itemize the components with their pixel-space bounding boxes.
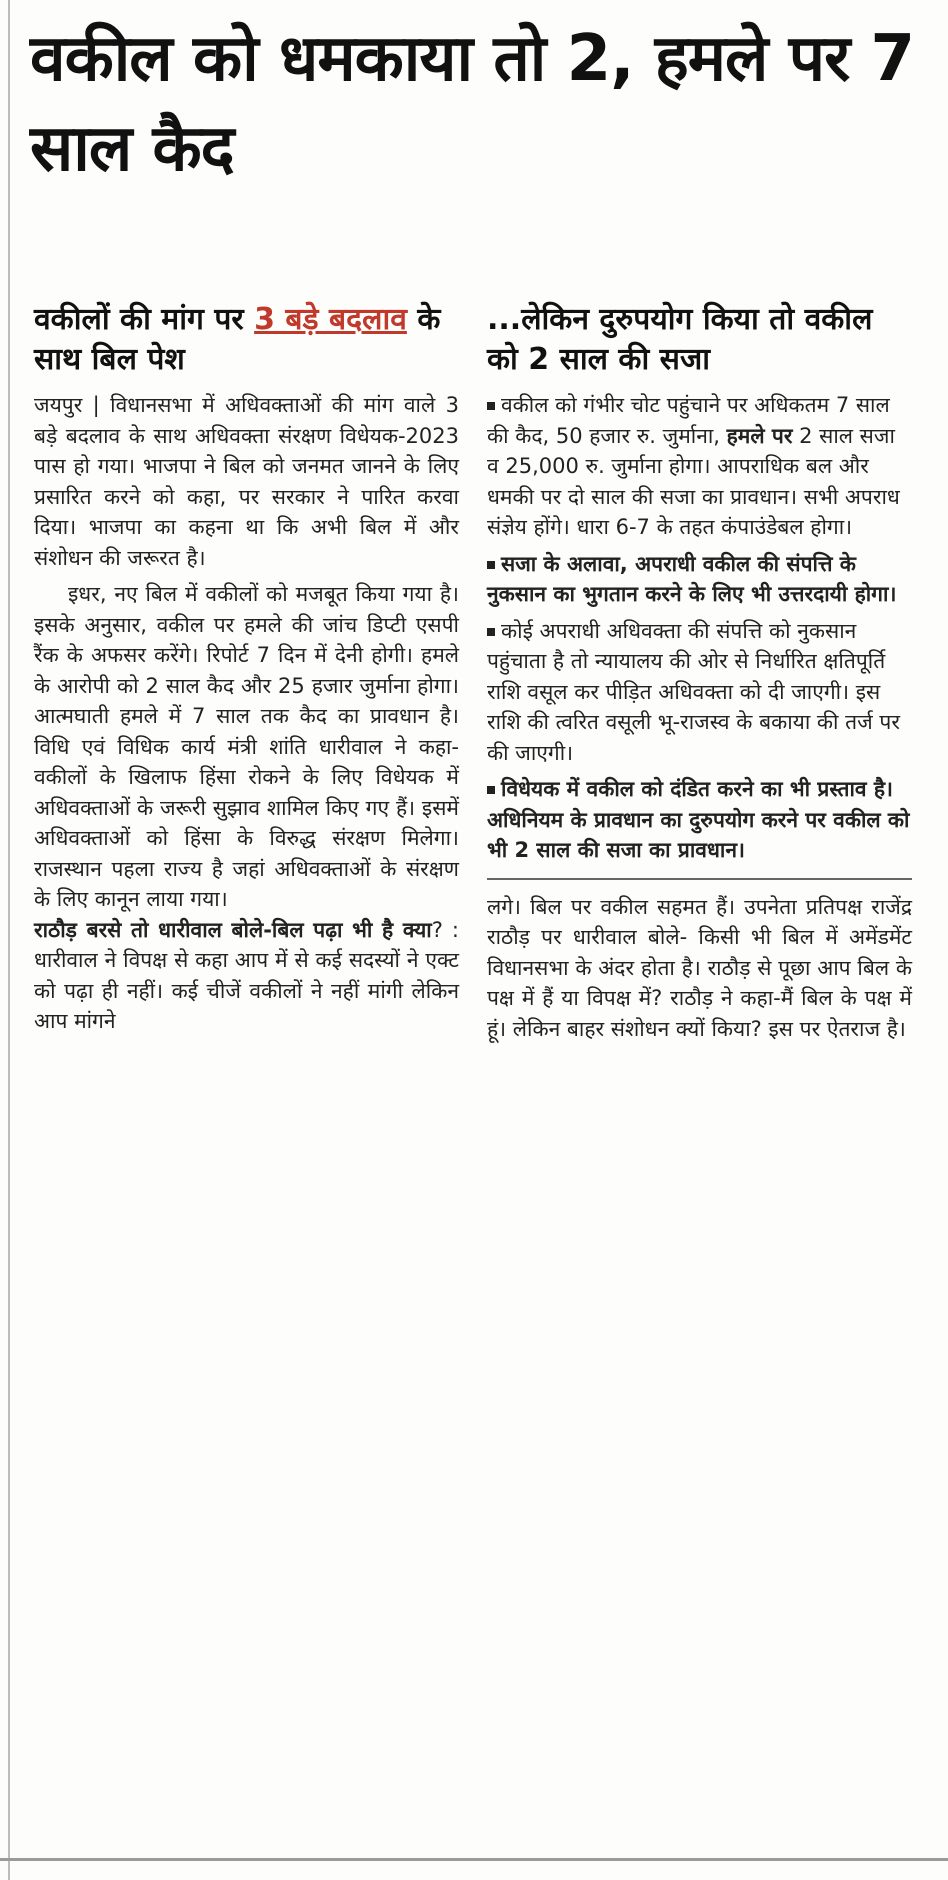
left-paragraph-1: जयपुर | विधानसभा में अधिवक्ताओं की मांग वाले 3 बड़े बदलाव के साथ अधिवक्ता संरक्षण विधेयक-2023 पास हो गया। भाजपा ने बिल को जनमत जानने के लिए प्रसारित करने को कहा, पर सरकार ने पारित करवा दिया। भाजपा का कहना था कि अभी बिल में और संशोधन की जरूरत है।: [34, 393, 459, 570]
bullet-2-text: सजा के अलावा, अपराधी वकील की संपत्ति के नुकसान का भुगतान करने के लिए भी उत्तरदायी होगा।: [487, 551, 897, 606]
bullet-dot-icon: [487, 402, 495, 410]
left-paragraph-3-bold: राठौड़ बरसे तो धारीवाल बोले-बिल पढ़ा भी है क्या: [34, 917, 432, 942]
bullet-2: [487, 549, 912, 610]
headline: वकील को धमकाया तो 2, हमले पर 7 साल कैद: [30, 22, 915, 186]
bullet-4-text: विधेयक में वकील को दंडित करने का भी प्रस्ताव है। अधिनियम के प्रावधान का दुरुपयोग करने पर वकील को भी 2 साल की सजा का प्रावधान।: [487, 777, 910, 862]
left-subhead-part1: वकीलों की मांग पर: [34, 302, 255, 337]
bullet-1-bold: हमले पर: [726, 423, 793, 448]
bullet-3-text: कोई अपराधी अधिवक्ता की संपत्ति को नुकसान पहुंचाता है तो न्यायालय की ओर से निर्धारित क्षतिपूर्ति राशि वसूल कर पीड़ित अधिवक्ता को दी जाएगी। इस राशि की त्वरित वसूली भू-राजस्व के बकाया की तर्ज पर की जाएगी।: [487, 618, 900, 765]
left-paragraph-3-rest: ? : धारीवाल ने विपक्ष से कहा आप में से कई सदस्यों ने एक्ट को पढ़ा ही नहीं। कई चीजें वकीलों ने नहीं मांगी लेकिन आप मांगने: [34, 917, 459, 1033]
bullet-1-part1: वकील को गंभीर चोट पहुंचाने पर अधिकतम 7 साल की कैद, 50 हजार रु. जुर्माना,: [487, 393, 890, 448]
bullet-3: [487, 616, 912, 769]
right-subhead: ...लेकिन दुरुपयोग किया तो वकील को 2 साल की सजा: [487, 302, 873, 377]
left-paragraph-2: इधर, नए बिल में वकीलों को मजबूत किया गया है। इसके अनुसार, वकील पर हमले की जांच डिप्टी एसपी रैंक के अफसर करेंगे। रिपोर्ट 7 दिन में देनी होगी। हमले के आरोपी को 2 साल कैद और 25 हजार जुर्माना होगा। आत्मघाती हमले में 7 साल तक कैद का प्रावधान है। विधि एवं विधिक कार्य मंत्री शांति धारीवाल ने कहा-वकीलों के खिलाफ हिंसा रोकने के लिए विधेयक में अधिवक्ताओं के जरूरी सुझाव शामिल किए गए हैं। इसमें अधिवक्ताओं को हिंसा के विरुद्ध संरक्षण मिलेगा। राजस्थान पहला राज्य है जहां अधिवक्ताओं के संरक्षण के लिए कानून लाया गया।: [34, 582, 459, 911]
bullet-dot-icon: [487, 786, 495, 794]
bullet-dot-icon: [487, 628, 495, 636]
left-paragraph-3: [34, 915, 459, 1037]
bullet-4: [487, 774, 912, 866]
bullet-1-part2: 2 साल सजा व 25,000 रु. जुर्माना होगा। आपराधिक बल और धमकी पर दो साल की सजा का प्रावधान। सभी अपराध संज्ञेय होंगे। धारा 6-7 के तहत कंपाउंडेबल होगा।: [487, 423, 900, 539]
page-edge-rule: [8, 0, 10, 1880]
right-continuation: लगे। बिल पर वकील सहमत हैं। उपनेता प्रतिपक्ष राजेंद्र राठौड़ पर धारीवाल बोले- किसी भी बिल में अमेंडमेंट विधानसभा के अंदर होता है। राठौड़ से पूछा आप बिल के पक्ष में हैं या विपक्ष में? राठौड़ ने कहा-मैं बिल के पक्ष में हूं। लेकिन बाहर संशोधन क्यों किया? इस पर ऐतराज है।: [487, 894, 912, 1041]
bottom-rule: [0, 1858, 948, 1861]
left-column: [34, 300, 459, 1037]
left-subhead-part2: के साथ बिल पेश: [34, 302, 441, 377]
bullet-dot-icon: [487, 561, 495, 569]
right-column: [487, 300, 912, 1044]
left-subhead: [34, 300, 459, 380]
section-divider: [487, 878, 912, 880]
left-subhead-underlined: 3 बड़े बदलाव: [254, 302, 407, 337]
bullet-1: [487, 390, 912, 543]
